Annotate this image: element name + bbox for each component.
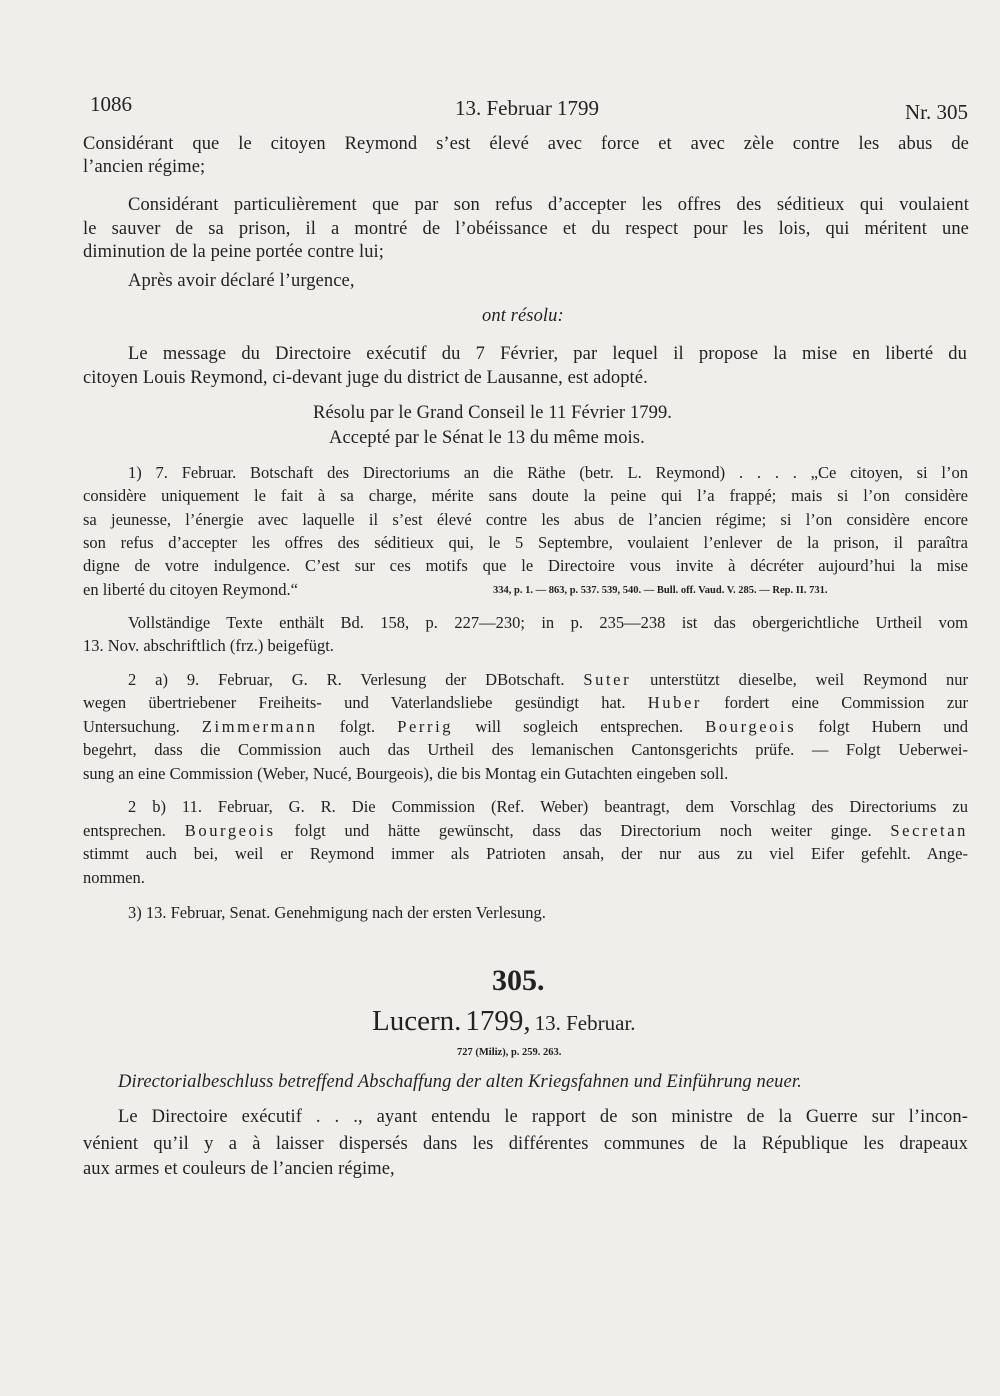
section-year: 1799, <box>465 1005 531 1037</box>
speaker-name: Huber <box>647 693 703 712</box>
note-line <box>83 693 968 713</box>
note-line: stimmt auch bei, weil er Reymond immer als Patrioten ansah, der nur aus zu viel Eifer gefehlt. Ange- <box>83 844 968 863</box>
note-text: Untersuchung. <box>83 717 180 736</box>
note-text: wegen übertriebener Freiheits- und Vaterlandsliebe gesündigt hat. <box>83 693 626 712</box>
note-line: nommen. <box>83 868 145 887</box>
paragraph-line: Accepté par le Sénat le 13 du même mois. <box>329 428 645 448</box>
document-number: Nr. 305 <box>905 100 968 124</box>
paragraph-line: Considérant que le citoyen Reymond s’est élevé avec force et avec zèle contre les abus de <box>83 134 969 154</box>
paragraph-line: le sauver de sa prison, il a montré de l’obéissance et du respect pour les lois, qui méritent une <box>83 219 969 239</box>
note-text: entsprechen. <box>83 821 166 840</box>
note-text: fordert eine Commission zur <box>724 693 968 712</box>
section-place: Lucern. <box>372 1005 462 1037</box>
resolution-heading: ont résolu: <box>482 306 564 326</box>
note-line: en liberté du citoyen Reymond.“ <box>83 580 298 599</box>
note-line: sa jeunesse, l’énergie avec laquelle il s’est élevé contre les abus de l’ancien régime; si l’on considère encore <box>83 510 968 529</box>
note-line: considère uniquement le fait à sa charge, mérite sans doute la peine qui l’a frappé; mais si l’on considère <box>83 486 968 505</box>
paragraph-line: citoyen Louis Reymond, ci-devant juge du district de Lausanne, est adopté. <box>83 368 648 388</box>
note-line: digne de votre indulgence. C’est sur ces motifs que le Directoire vous invite à décréter aujourd’hui la mise <box>83 556 968 575</box>
paragraph-line: Résolu par le Grand Conseil le 11 Février 1799. <box>313 403 673 423</box>
note-text: folgt und hätte gewünscht, dass das Directorium noch weiter ginge. <box>294 821 872 840</box>
section-date: 13. Februar. <box>534 1011 636 1035</box>
running-date: 13. Februar 1799 <box>455 96 600 120</box>
section-number: 305. <box>492 964 545 997</box>
speaker-name: Bourgeois <box>184 821 276 840</box>
paragraph-line: diminution de la peine portée contre lui; <box>83 242 385 262</box>
note-line: 2 b) 11. Februar, G. R. Die Commission (Ref. Weber) beantragt, dem Vorschlag des Directoriums zu <box>128 797 968 816</box>
note-line: 3) 13. Februar, Senat. Genehmigung nach der ersten Verlesung. <box>128 903 546 922</box>
note-line: begehrt, dass die Commission auch das Urtheil des lemanischen Cantonsgerichts prüfe. — Folgt Ueberwei- <box>83 740 968 759</box>
paragraph-line: Le Directoire exécutif . . ., ayant entendu le rapport de son ministre de la Guerre sur l’incon- <box>118 1107 968 1127</box>
note-text: folgt Hubern und <box>818 717 969 736</box>
note-line <box>83 821 968 841</box>
note-line: 1) 7. Februar. Botschaft des Directoriums an die Räthe (betr. L. Reymond) . . . . „Ce citoyen, si l’on <box>128 463 968 482</box>
note-line: son refus d’accepter les offres des séditieux qui, le 5 Septembre, voulaient l’enlever de la prison, il paraîtra <box>83 533 968 552</box>
page-number: 1086 <box>90 92 132 116</box>
note-line: sung an eine Commission (Weber, Nucé, Bourgeois), die bis Montag ein Gutachten eingeben soll. <box>83 764 729 783</box>
note-line <box>83 717 968 737</box>
source-reference: 334, p. 1. — 863, p. 537. 539, 540. — Bull. off. Vaud. V. 285. — Rep. II. 731. <box>493 585 828 596</box>
paragraph-line: Le message du Directoire exécutif du 7 Février, par lequel il propose la mise en liberté du <box>128 344 967 364</box>
note-text: 2 a) 9. Februar, G. R. Verlesung der DBotschaft. <box>128 670 565 689</box>
speaker-name: Zimmermann <box>201 717 318 736</box>
note-text: unterstützt dieselbe, weil Reymond nur <box>650 670 969 689</box>
paragraph-line: Après avoir déclaré l’urgence, <box>128 271 355 291</box>
source-reference: 727 (Miliz), p. 259. 263. <box>457 1047 562 1058</box>
note-text: folgt. <box>339 717 376 736</box>
note-line: Vollständige Texte enthält Bd. 158, p. 227—230; in p. 235—238 ist das obergerichtliche Urtheil vom <box>128 613 968 632</box>
section-heading <box>372 1005 636 1038</box>
section-title: Directorialbeschluss betreffend Abschaffung der alten Kriegsfahnen und Einführung neuer. <box>118 1072 802 1092</box>
speaker-name: Bourgeois <box>705 717 797 736</box>
note-line: 13. Nov. abschriftlich (frz.) beigefügt. <box>83 636 334 655</box>
note-line <box>128 670 968 690</box>
speaker-name: Suter <box>583 670 632 689</box>
paragraph-line: aux armes et couleurs de l’ancien régime, <box>83 1159 395 1179</box>
speaker-name: Perrig <box>397 717 454 736</box>
paragraph-line: vénient qu’il y a à laisser dispersés dans les différentes communes de la République les drapeaux <box>83 1134 968 1154</box>
note-text: will sogleich entsprechen. <box>475 717 684 736</box>
paragraph-line: l’ancien régime; <box>83 157 206 177</box>
paragraph-line: Considérant particulièrement que par son refus d’accepter les offres des séditieux qui voulaient <box>128 195 969 215</box>
speaker-name: Secretan <box>890 821 968 840</box>
